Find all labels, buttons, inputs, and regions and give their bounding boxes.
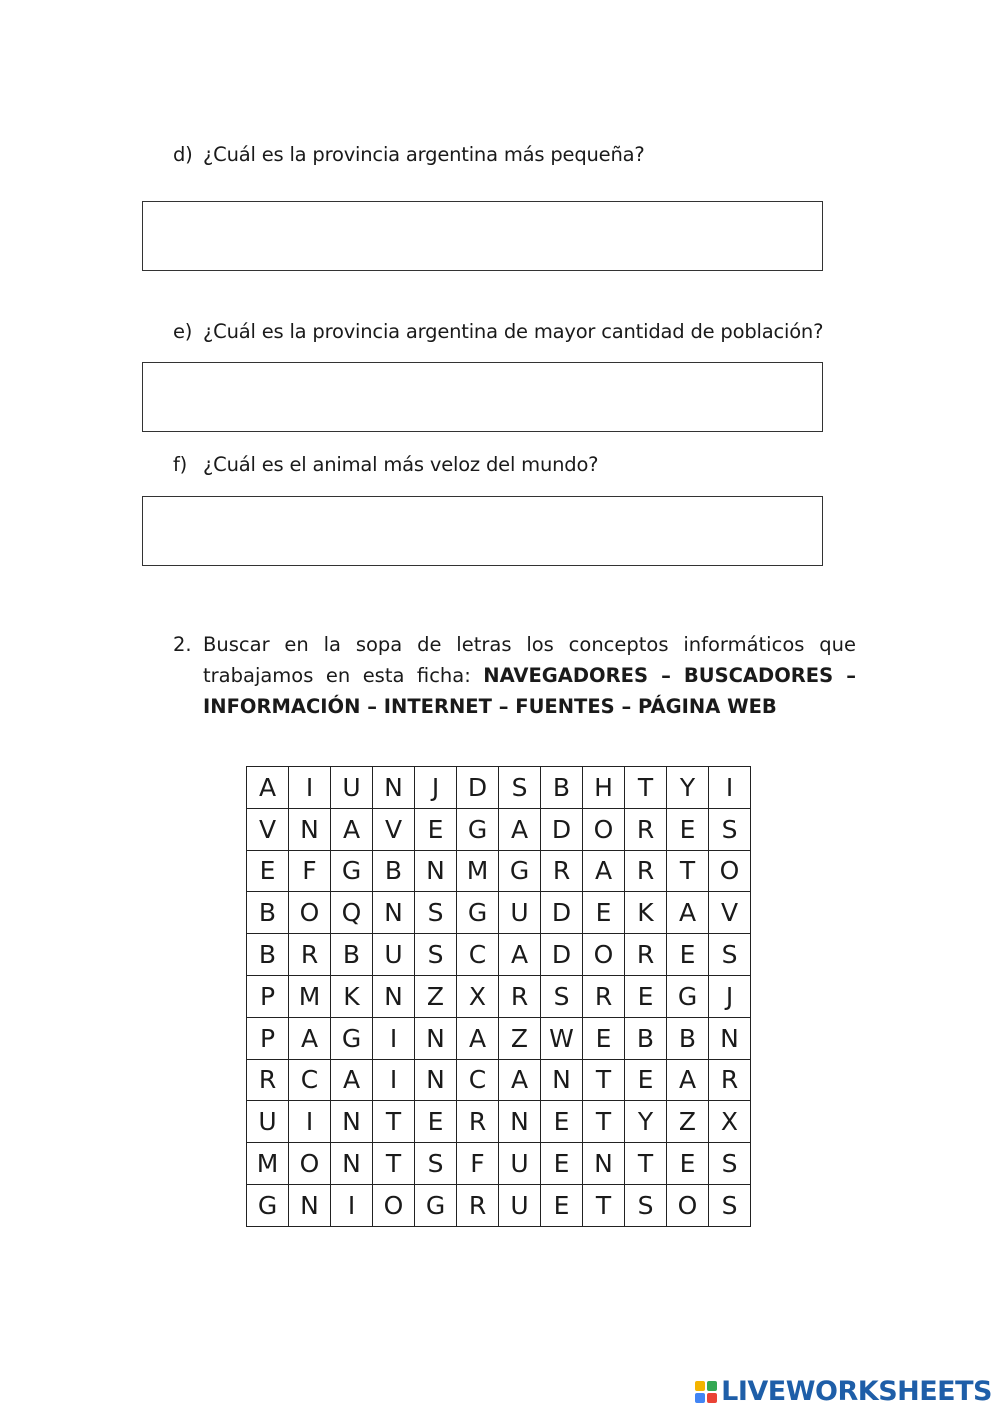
grid-cell[interactable]: Q <box>331 892 373 934</box>
grid-cell[interactable]: A <box>667 1059 709 1101</box>
instruction-number: 2. <box>173 633 192 656</box>
grid-cell[interactable]: I <box>331 1184 373 1226</box>
grid-cell[interactable]: B <box>667 1017 709 1059</box>
grid-cell[interactable]: O <box>583 808 625 850</box>
grid-cell[interactable]: K <box>625 892 667 934</box>
grid-cell[interactable]: H <box>583 767 625 809</box>
question-label: d) <box>173 143 193 166</box>
answer-box-d[interactable] <box>142 201 823 271</box>
liveworksheets-logo-icon <box>695 1381 717 1403</box>
grid-cell[interactable]: A <box>499 808 541 850</box>
grid-cell[interactable]: R <box>709 1059 751 1101</box>
grid-row <box>247 808 751 850</box>
question-label: f) <box>173 453 188 476</box>
grid-cell[interactable]: Z <box>415 975 457 1017</box>
grid-row <box>247 1059 751 1101</box>
grid-cell[interactable]: D <box>541 892 583 934</box>
grid-cell[interactable]: S <box>625 1184 667 1226</box>
grid-cell[interactable]: T <box>373 1143 415 1185</box>
grid-cell[interactable]: R <box>289 934 331 976</box>
grid-cell[interactable]: R <box>625 850 667 892</box>
grid-cell[interactable]: A <box>499 1059 541 1101</box>
grid-cell[interactable]: M <box>457 850 499 892</box>
grid-cell[interactable]: R <box>247 1059 289 1101</box>
grid-cell[interactable]: N <box>373 975 415 1017</box>
grid-cell[interactable]: A <box>247 767 289 809</box>
grid-cell[interactable]: S <box>499 767 541 809</box>
question-d <box>173 143 645 166</box>
grid-cell[interactable]: B <box>247 934 289 976</box>
grid-cell[interactable]: N <box>415 1017 457 1059</box>
grid-row <box>247 934 751 976</box>
grid-cell[interactable]: O <box>583 934 625 976</box>
grid-cell[interactable]: A <box>331 808 373 850</box>
grid-cell[interactable]: E <box>541 1101 583 1143</box>
grid-cell[interactable]: C <box>289 1059 331 1101</box>
grid-cell[interactable]: V <box>247 808 289 850</box>
grid-cell[interactable]: C <box>457 934 499 976</box>
grid-cell[interactable]: P <box>247 975 289 1017</box>
brand-text: LIVEWORKSHEETS <box>721 1376 992 1407</box>
grid-cell[interactable]: N <box>415 1059 457 1101</box>
grid-cell[interactable]: E <box>667 808 709 850</box>
grid-cell[interactable]: O <box>373 1184 415 1226</box>
grid-cell[interactable]: Y <box>625 1101 667 1143</box>
grid-cell[interactable]: F <box>457 1143 499 1185</box>
grid-cell[interactable]: X <box>457 975 499 1017</box>
grid-cell[interactable]: U <box>373 934 415 976</box>
grid-cell[interactable]: I <box>373 1017 415 1059</box>
grid-cell[interactable]: S <box>709 808 751 850</box>
grid-cell[interactable]: S <box>709 934 751 976</box>
grid-cell[interactable]: M <box>289 975 331 1017</box>
grid-cell[interactable]: A <box>499 934 541 976</box>
grid-row <box>247 1184 751 1226</box>
grid-cell[interactable]: O <box>709 850 751 892</box>
grid-cell[interactable]: R <box>625 934 667 976</box>
grid-cell[interactable]: T <box>373 1101 415 1143</box>
grid-cell[interactable]: G <box>457 808 499 850</box>
grid-cell[interactable]: I <box>373 1059 415 1101</box>
grid-cell[interactable]: R <box>457 1101 499 1143</box>
liveworksheets-brand <box>695 1376 992 1407</box>
grid-cell[interactable]: N <box>289 1184 331 1226</box>
grid-cell[interactable]: G <box>331 1017 373 1059</box>
grid-row <box>247 850 751 892</box>
grid-row <box>247 975 751 1017</box>
grid-cell[interactable]: U <box>247 1101 289 1143</box>
grid-cell[interactable]: N <box>415 850 457 892</box>
grid-cell[interactable]: S <box>541 975 583 1017</box>
grid-cell[interactable]: O <box>289 892 331 934</box>
grid-cell[interactable]: G <box>457 892 499 934</box>
grid-cell[interactable]: N <box>331 1143 373 1185</box>
grid-cell[interactable]: J <box>709 975 751 1017</box>
grid-cell[interactable]: A <box>331 1059 373 1101</box>
grid-cell[interactable]: E <box>541 1143 583 1185</box>
instruction-word-list: NAVEGADORES – BUSCADORES – INFORMACIÓN – INTERNET – FUENTES – PÁGINA WEB <box>203 664 856 718</box>
grid-cell[interactable]: U <box>499 1184 541 1226</box>
grid-cell[interactable]: G <box>667 975 709 1017</box>
grid-cell[interactable]: R <box>583 975 625 1017</box>
grid-cell[interactable]: B <box>247 892 289 934</box>
question-e <box>173 320 823 343</box>
grid-cell[interactable]: G <box>331 850 373 892</box>
instruction-body <box>203 629 856 722</box>
grid-cell[interactable]: T <box>667 850 709 892</box>
grid-cell[interactable]: B <box>331 934 373 976</box>
question-text: ¿Cuál es la provincia argentina más pequeña? <box>203 143 645 166</box>
grid-cell[interactable]: S <box>415 892 457 934</box>
grid-cell[interactable]: U <box>331 767 373 809</box>
word-search-grid <box>246 766 751 1227</box>
grid-cell[interactable]: E <box>583 1017 625 1059</box>
grid-cell[interactable]: W <box>541 1017 583 1059</box>
grid-cell[interactable]: N <box>499 1101 541 1143</box>
grid-cell[interactable]: N <box>373 767 415 809</box>
grid-cell[interactable]: T <box>583 1101 625 1143</box>
grid-cell[interactable]: V <box>709 892 751 934</box>
grid-row <box>247 1017 751 1059</box>
grid-row <box>247 1101 751 1143</box>
grid-cell[interactable]: S <box>709 1143 751 1185</box>
grid-cell[interactable]: J <box>415 767 457 809</box>
grid-cell[interactable]: U <box>499 1143 541 1185</box>
question-text: ¿Cuál es la provincia argentina de mayor cantidad de población? <box>203 320 824 343</box>
grid-cell[interactable]: G <box>247 1184 289 1226</box>
grid-cell[interactable]: A <box>289 1017 331 1059</box>
grid-cell[interactable]: S <box>415 1143 457 1185</box>
grid-cell[interactable]: E <box>625 975 667 1017</box>
grid-cell[interactable]: U <box>499 892 541 934</box>
grid-cell[interactable]: B <box>373 850 415 892</box>
grid-cell[interactable]: I <box>709 767 751 809</box>
grid-cell[interactable]: C <box>457 1059 499 1101</box>
question-label: e) <box>173 320 193 343</box>
grid-cell[interactable]: N <box>541 1059 583 1101</box>
grid-cell[interactable]: R <box>541 850 583 892</box>
grid-cell[interactable]: N <box>289 808 331 850</box>
question-text: ¿Cuál es el animal más veloz del mundo? <box>203 453 599 476</box>
grid-cell[interactable]: D <box>541 808 583 850</box>
grid-cell[interactable]: E <box>625 1059 667 1101</box>
grid-cell[interactable]: S <box>709 1184 751 1226</box>
grid-cell[interactable]: A <box>457 1017 499 1059</box>
grid-cell[interactable]: D <box>457 767 499 809</box>
grid-cell[interactable]: E <box>247 850 289 892</box>
grid-cell[interactable]: E <box>583 892 625 934</box>
grid-cell[interactable]: P <box>247 1017 289 1059</box>
grid-cell[interactable]: N <box>709 1017 751 1059</box>
grid-cell[interactable]: G <box>415 1184 457 1226</box>
grid-cell[interactable]: R <box>457 1184 499 1226</box>
grid-cell[interactable]: O <box>667 1184 709 1226</box>
grid-cell[interactable]: A <box>667 892 709 934</box>
grid-cell[interactable]: B <box>541 767 583 809</box>
grid-cell[interactable]: N <box>583 1143 625 1185</box>
grid-cell[interactable]: X <box>709 1101 751 1143</box>
grid-cell[interactable]: R <box>499 975 541 1017</box>
grid-row <box>247 767 751 809</box>
grid-cell[interactable]: I <box>289 1101 331 1143</box>
grid-cell[interactable]: E <box>415 1101 457 1143</box>
grid-cell[interactable]: T <box>625 767 667 809</box>
grid-cell[interactable]: A <box>583 850 625 892</box>
grid-cell[interactable]: N <box>373 892 415 934</box>
answer-box-e[interactable] <box>142 362 823 432</box>
answer-box-f[interactable] <box>142 496 823 566</box>
grid-cell[interactable]: R <box>625 808 667 850</box>
grid-cell[interactable]: K <box>331 975 373 1017</box>
grid-cell[interactable]: B <box>625 1017 667 1059</box>
grid-cell[interactable]: I <box>289 767 331 809</box>
grid-cell[interactable]: E <box>667 1143 709 1185</box>
grid-cell[interactable]: O <box>289 1143 331 1185</box>
instruction-2 <box>173 629 856 722</box>
grid-cell[interactable]: Z <box>499 1017 541 1059</box>
grid-cell[interactable]: N <box>331 1101 373 1143</box>
grid-cell[interactable]: F <box>289 850 331 892</box>
grid-cell[interactable]: T <box>583 1184 625 1226</box>
grid-cell[interactable]: E <box>667 934 709 976</box>
grid-row <box>247 892 751 934</box>
grid-cell[interactable]: V <box>373 808 415 850</box>
grid-cell[interactable]: T <box>625 1143 667 1185</box>
grid-cell[interactable]: Y <box>667 767 709 809</box>
grid-cell[interactable]: Z <box>667 1101 709 1143</box>
grid-row <box>247 1143 751 1185</box>
grid-cell[interactable]: M <box>247 1143 289 1185</box>
grid-cell[interactable]: T <box>583 1059 625 1101</box>
instruction-text: Buscar en la sopa de letras los conceptos informáticos que trabajamos en esta ficha: <box>203 633 856 687</box>
grid-cell[interactable]: S <box>415 934 457 976</box>
grid-cell[interactable]: D <box>541 934 583 976</box>
grid-cell[interactable]: E <box>415 808 457 850</box>
grid-cell[interactable]: E <box>541 1184 583 1226</box>
grid-cell[interactable]: G <box>499 850 541 892</box>
question-f <box>173 453 598 476</box>
